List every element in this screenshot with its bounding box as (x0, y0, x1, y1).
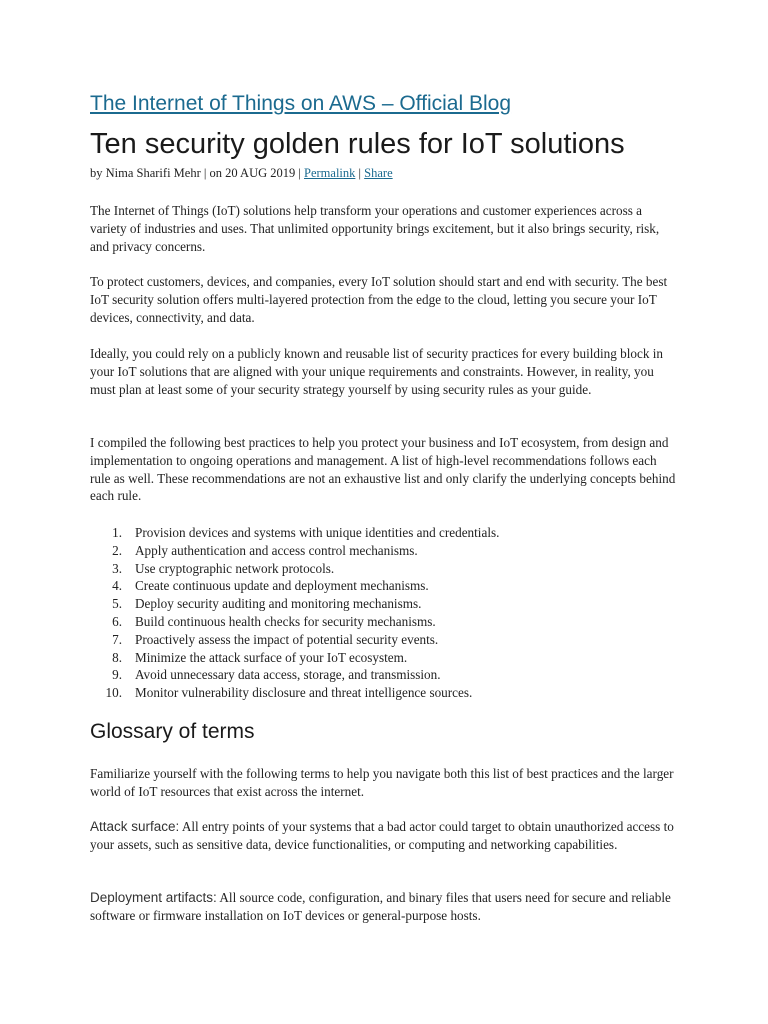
list-number: 9. (112, 667, 122, 683)
paragraph-protect: To protect customers, devices, and companies, every IoT solution should start and end with security. The best IoT security solution offers multi-layered protection from the edge to the cloud, letting you secure your IoT devices, connectivity, and data. (90, 274, 668, 325)
list-number: 7. (112, 631, 122, 647)
article-title: Ten security golden rules for IoT solutions (90, 128, 625, 160)
list-number: 8. (112, 649, 122, 665)
list-item (90, 666, 680, 684)
meta-separator: | (355, 166, 365, 180)
glossary-intro: Familiarize yourself with the following terms to help you navigate both this list of best practices and the larger world of IoT resources that exist across the internet. (90, 766, 674, 799)
list-item-text: Proactively assess the impact of potential security events. (135, 631, 439, 647)
paragraph-ideally: Ideally, you could rely on a publicly known and reusable list of security practices for every building block in your IoT solutions that are aligned with your unique requirements and constraints. However, in reality, you must plan at least some of your security strategy yourself by using security rules as your guide. (90, 346, 664, 397)
list-item (90, 595, 680, 613)
blog-title-link[interactable]: The Internet of Things on AWS – Official Blog (90, 92, 512, 115)
glossary-term: Attack surface: (90, 819, 180, 834)
list-item (90, 577, 680, 595)
article-meta (90, 166, 393, 181)
byline: by Nima Sharifi Mehr | on 20 AUG 2019 | (90, 166, 305, 180)
list-item (90, 542, 680, 560)
glossary-heading: Glossary of terms (90, 720, 255, 743)
share-link[interactable]: Share (364, 166, 393, 180)
list-number: 3. (112, 560, 122, 576)
list-number: 10. (105, 685, 122, 701)
golden-rules-list (90, 524, 680, 702)
list-item-text: Build continuous health checks for security mechanisms. (135, 613, 436, 629)
permalink-link[interactable]: Permalink (304, 166, 356, 180)
list-item-text: Monitor vulnerability disclosure and threat intelligence sources. (135, 685, 473, 701)
list-item (90, 613, 680, 631)
glossary-definition: All entry points of your systems that a bad actor could target to obtain unauthorized access to your assets, such as sensitive data, device functionalities, or computing and networking capabilities. (90, 819, 674, 852)
list-number: 1. (112, 525, 122, 540)
list-item (90, 631, 680, 649)
list-item-text: Minimize the attack surface of your IoT ecosystem. (135, 649, 408, 665)
list-number: 6. (112, 613, 122, 629)
list-item-text: Use cryptographic network protocols. (135, 560, 335, 576)
glossary-entry-attack-surface (90, 818, 680, 854)
list-item-text: Create continuous update and deployment mechanisms. (135, 578, 429, 594)
list-item (90, 684, 680, 702)
glossary-definition: All source code, configuration, and binary files that users need for secure and reliable software or firmware installation on IoT devices or general-purpose hosts. (90, 890, 671, 923)
paragraph-compiled: I compiled the following best practices to help you protect your business and IoT ecosystem, from design and implementation to ongoing operations and management. A list of high-level recommendations follows each rule as well. These recommendations are not an exhaustive list and only clarify the underlying concepts behind each rule. (90, 435, 676, 504)
glossary-entry-deployment-artifacts (90, 889, 680, 925)
list-item-text: Apply authentication and access control mechanisms. (135, 542, 418, 558)
list-number: 4. (112, 578, 122, 594)
list-item (90, 649, 680, 667)
list-item-text: Deploy security auditing and monitoring mechanisms. (135, 596, 422, 612)
list-number: 2. (112, 542, 122, 558)
glossary-term: Deployment artifacts: (90, 890, 217, 905)
list-number: 5. (112, 596, 122, 612)
paragraph-intro: The Internet of Things (IoT) solutions help transform your operations and customer experiences across a variety of industries and uses. That unlimited opportunity brings excitement, but it also brings security, risk, and privacy concerns. (90, 203, 660, 254)
list-item-text: Avoid unnecessary data access, storage, and transmission. (135, 667, 441, 683)
list-item (90, 524, 680, 542)
list-item (90, 560, 680, 578)
list-item-text: Provision devices and systems with unique identities and credentials. (135, 525, 500, 540)
